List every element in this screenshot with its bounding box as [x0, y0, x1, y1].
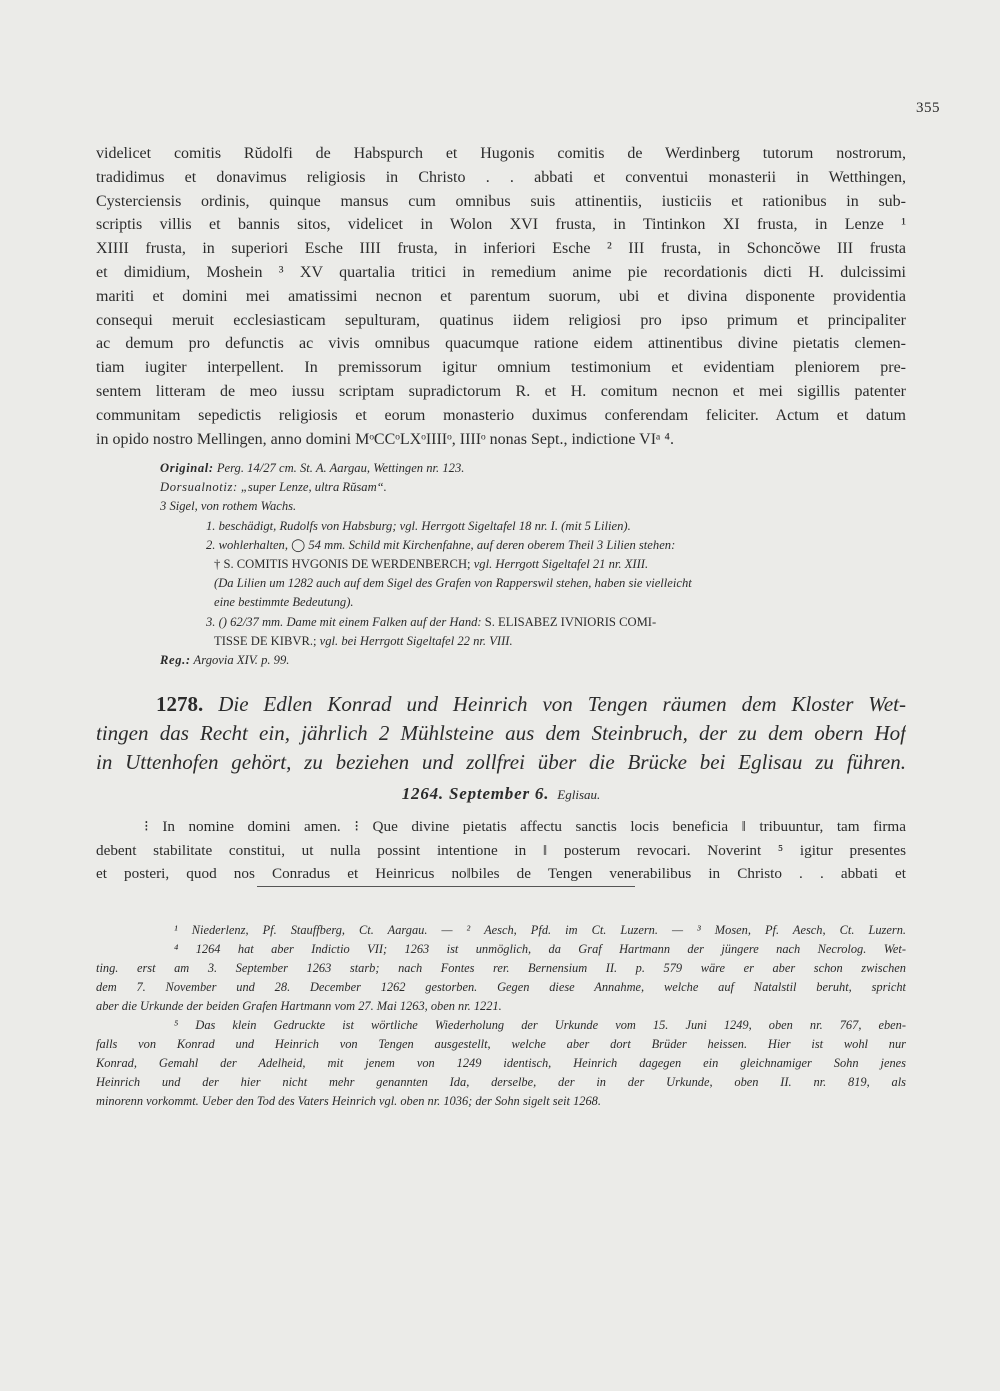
- footnote-line: Heinrich und der hier nicht mehr genannten Ida, derselbe, der in der Urkunde, oben II. nr. 819, als: [96, 1075, 906, 1089]
- text-line: XIIII frusta, in superiori Esche IIII frusta, in inferiori Esche ² III frusta, in Schoncŏwe III frusta: [96, 240, 906, 258]
- document-body-text: [96, 815, 906, 886]
- footnote-line: ⁴ 1264 hat aber Indictio VII; 1263 ist unmöglich, da Graf Hartmann der jüngere nach Necrolog. Wet-: [174, 942, 906, 956]
- note-text: 1. beschädigt, Rudolfs von Habsburg; vgl. Herrgott Sigeltafel 18 nr. I. (mit 5 Lilien).: [206, 518, 631, 533]
- note-seal-3-cont: [96, 632, 906, 651]
- note-text: Perg. 14/27 cm. St. A. Aargau, Wettingen nr. 123.: [213, 461, 465, 475]
- text-line: sentem litteram de meo iussu scriptam supradictorum R. et H. comitum necnon et mei sigillis patenter: [96, 382, 906, 400]
- text-line: tiam iugiter interpellent. In premissorum igitur omnium testimonium et evidentiam pleniorem pre-: [96, 359, 906, 377]
- text-line: ac demum pro defunctis ac vivis omnibus quacumque ratione eidem attinentibus divine pietatis clemen-: [96, 335, 906, 353]
- text-line: in opido nostro Mellingen, anno domini MᵒCCᵒLXᵒIIIIᵒ, IIIIᵒ nonas Sept., indictione VIᵃ ⁴.: [96, 430, 674, 448]
- document-main-text: [96, 142, 906, 451]
- note-seal-2: [96, 536, 906, 555]
- note-reg: [96, 651, 906, 670]
- footnote-line: ¹ Niederlenz, Pf. Stauffberg, Ct. Aargau. — ² Aesch, Pfd. im Ct. Luzern. — ³ Mosen, Pf. Aesch, Ct. Luzern.: [174, 923, 906, 937]
- heading-line: in Uttenhofen gehört, zu beziehen und zollfrei über die Brücke bei Eglisau zu führen.: [96, 750, 906, 774]
- page-number: 355: [916, 100, 940, 116]
- footnote-line: ⁵ Das klein Gedruckte ist wörtliche Wiederholung der Urkunde vom 15. Juni 1249, oben nr. 767, eben-: [174, 1018, 906, 1032]
- text-line: consequi meruit ecclesiasticam sepulturam, quatinus iidem religiosi pro ipso primum et principaliter: [96, 311, 906, 329]
- date-text: 1264. September 6.: [401, 784, 550, 803]
- text-line: et dimidium, Moshein ³ XV quartalia tritici in remedium anime pie recordationis dicti H. dulcissimi: [96, 263, 906, 281]
- heading-line: [96, 690, 906, 719]
- footnote-line: aber die Urkunde der beiden Grafen Hartmann vom 27. Mai 1263, oben nr. 1221.: [96, 999, 502, 1013]
- note-original: [96, 459, 906, 478]
- entry-number: 1278.: [156, 692, 204, 716]
- text-line: tradidimus et donavimus religiosis in Christo . . abbati et conventui monasterii in Wetthingen,: [96, 168, 906, 186]
- text-line: scriptis villis et bannis sitos, videlicet in Wolon XVI frusta, in Tintinkon XI frusta, in Lenze ¹: [96, 216, 906, 234]
- note-label: Dorsualnotiz:: [160, 480, 238, 495]
- note-text: 3. () 62/37 mm. Dame mit einem Falken auf der Hand:: [206, 614, 482, 629]
- note-upright-text: TISSE DE KIBVR.;: [214, 633, 317, 648]
- note-label: Reg.:: [160, 653, 191, 668]
- note-dorsual: [96, 478, 906, 497]
- note-upright-text: † S. COMITIS HVGONIS DE WERDENBERCH;: [214, 557, 471, 572]
- note-seal-1: [96, 517, 906, 536]
- note-seal-2-legend: [96, 555, 906, 574]
- heading-text: Die Edlen Konrad und Heinrich von Tengen räumen dem Kloster Wet-: [218, 692, 906, 716]
- entry-date: [96, 784, 906, 804]
- text-line: Cysterciensis ordinis, quinque mansus cum omnibus suis attinentiis, iusticiis et rationibus in sub-: [96, 192, 906, 210]
- note-text: vgl. Herrgott Sigeltafel 21 nr. XIII.: [470, 557, 649, 572]
- note-text: „super Lenze, ultra Rŭsam“.: [237, 480, 387, 495]
- note-text: Argovia XIV. p. 99.: [190, 653, 290, 668]
- entry-heading: [96, 690, 906, 777]
- note-text: (Da Lilien um 1282 auch auf dem Sigel des Grafen von Rapperswil stehen, haben sie vielleicht: [214, 576, 692, 591]
- text-line: communitam sepedictis religiosis et eorum monasterio duximus conferendam feliciter. Actum et datum: [96, 406, 906, 424]
- footnotes: [96, 921, 906, 1111]
- footnote-line: Konrad, Gemahl der Adelheid, mit jenem von 1249 identisch, Heinrich dagegen ein gleichnamiger Sohn jenes: [96, 1056, 906, 1070]
- note-seals: [96, 497, 906, 516]
- archival-notes: [96, 459, 906, 670]
- footnote-line: dem 7. November und 28. December 1262 gestorben. Gegen diese Annahme, welche auf Natalstil beruht, spricht: [96, 980, 906, 994]
- text-line: mariti et domini mei amatissimi necnon et parentum suorum, ubi et divina disponente providentia: [96, 287, 906, 305]
- note-seal-3: [96, 613, 906, 632]
- underline-rule: [257, 886, 635, 887]
- note-seal-2-remark-cont: [96, 593, 906, 612]
- note-label: Original:: [160, 461, 214, 475]
- note-text: 3 Sigel, von rothem Wachs.: [160, 499, 297, 514]
- note-text: vgl. bei Herrgott Sigeltafel 22 nr. VIII.: [316, 633, 513, 648]
- text-line: et posteri, quod nos Conradus et Heinricus no‖biles de Tengen venerabilibus in Christo . . abbati et: [96, 865, 906, 882]
- place-text: Eglisau.: [557, 787, 601, 802]
- footnote-line: ting. erst am 3. September 1263 starb; nach Fontes rer. Bernensium II. p. 579 wäre er aber schon zwischen: [96, 961, 906, 975]
- footnote-line: falls von Konrad und Heinrich von Tengen ausgestellt, welche aber dort Brüder heissen. Hier ist wohl nur: [96, 1037, 906, 1051]
- heading-line: tingen das Recht ein, jährlich 2 Mühlsteine aus dem Steinbruch, der zu dem obern Hof: [96, 721, 906, 745]
- note-seal-2-remark: [96, 574, 906, 593]
- note-upright-text: S. ELISABEZ IVNIORIS COMI-: [481, 614, 657, 629]
- text-line: debent stabilitate constitui, ut nulla possint intentione in ‖ posterum revocari. Noverint ⁵ igitur presentes: [96, 841, 906, 859]
- text-line: ⁝ In nomine domini amen. ⁝ Que divine pietatis affectu sanctis locis beneficia ‖ tribuuntur, tam firma: [144, 818, 906, 835]
- footnote-line: minorenn vorkommt. Ueber den Tod des Vaters Heinrich vgl. oben nr. 1036; der Sohn sigelt seit 1268.: [96, 1094, 601, 1108]
- text-line: videlicet comitis Rŭdolfi de Habspurch et Hugonis comitis de Werdinberg tutorum nostrorum,: [96, 145, 906, 162]
- note-text: 2. wohlerhalten, ◯ 54 mm. Schild mit Kirchenfahne, auf deren oberem Theil 3 Lilien stehen:: [206, 537, 676, 552]
- note-text: eine bestimmte Bedeutung).: [214, 595, 354, 610]
